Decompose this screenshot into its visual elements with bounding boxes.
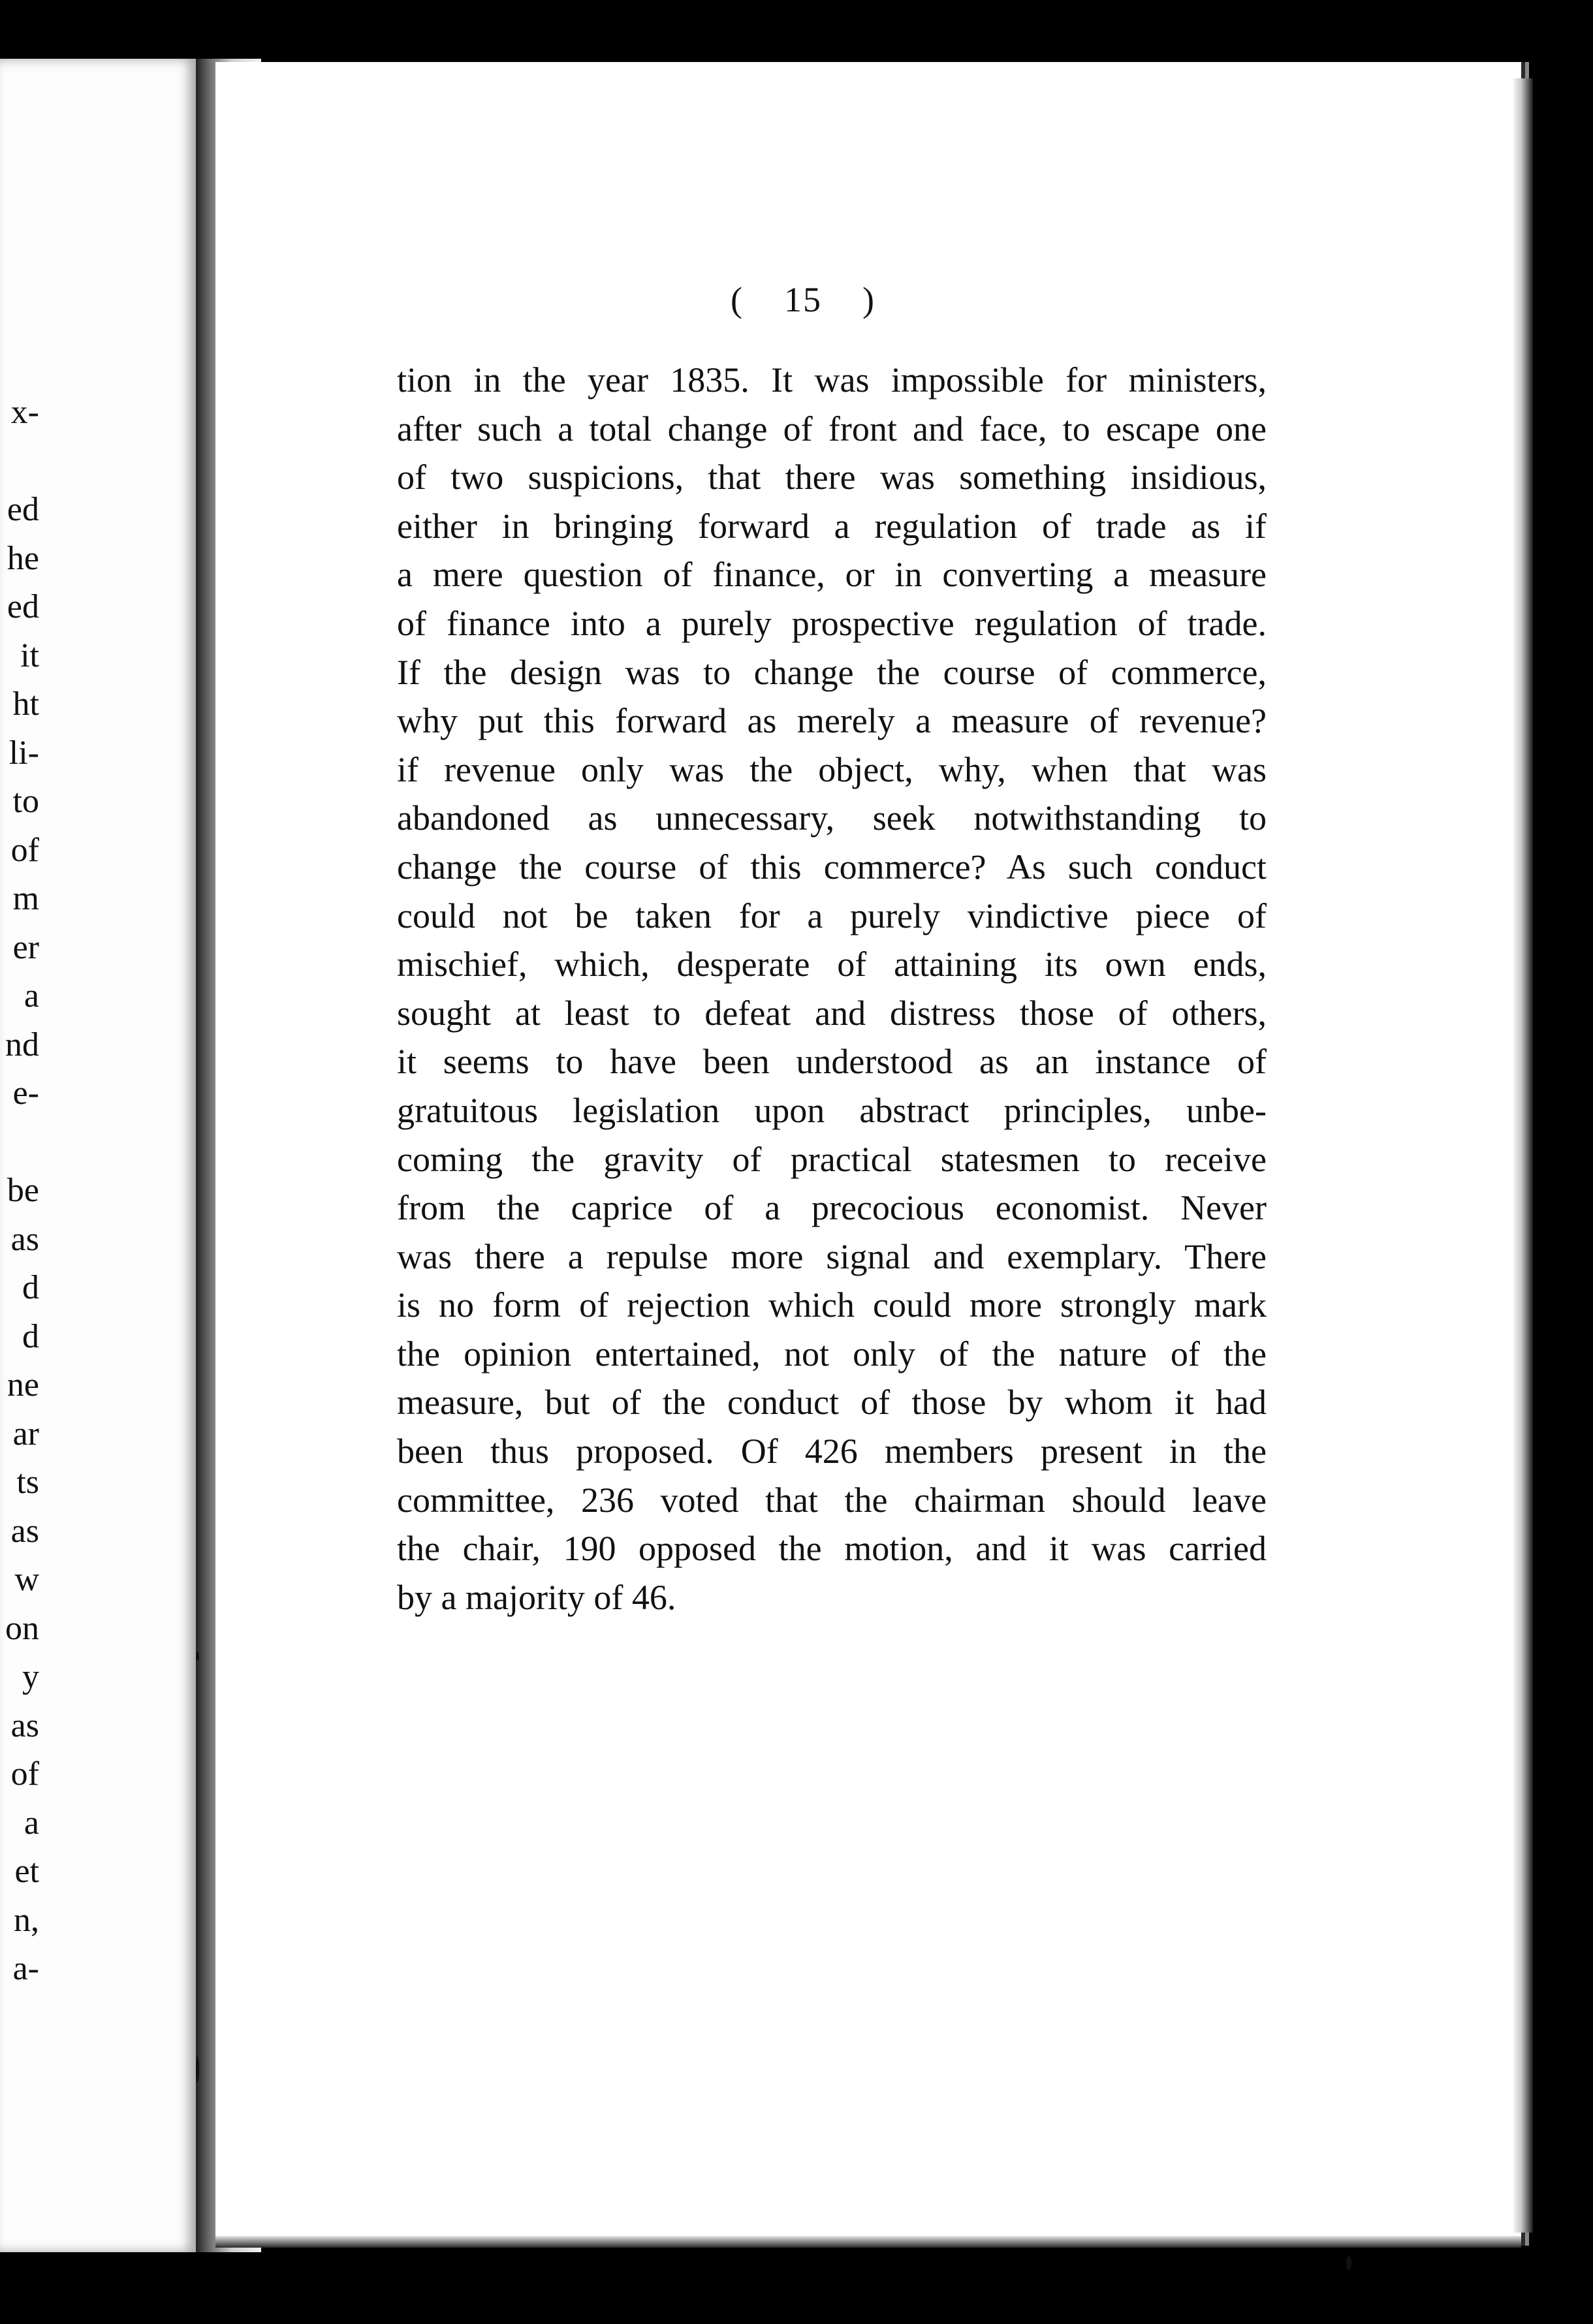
text-line: could not be taken for a purely vindictive piece of [397,896,1267,935]
text-line: why put this forward as merely a measure of revenue? [397,701,1267,741]
scan-speck [1346,2256,1351,2270]
page-number [718,279,888,320]
fragment-line: ed [7,588,39,625]
scan-speck [196,2056,199,2082]
fragment-line: of [10,831,39,869]
text-line: gratuitous legislation upon abstract principles, unbe- [397,1090,1267,1130]
text-line: abandoned as unnecessary, seek notwithstanding to [397,798,1267,838]
fragment-line [0,1118,39,1167]
page-bottom-edge [215,2236,1521,2248]
previous-page-text-fragments [0,388,39,1994]
fragment-line: y [22,1658,39,1695]
text-line: change the course of this commerce? As such conduct [397,847,1267,887]
fragment-line: a- [12,1950,39,1987]
fragment-line: a [24,977,39,1014]
text-line: committee, 236 voted that the chairman should leave [397,1480,1267,1520]
fragment-line: as [10,1706,39,1744]
text-line: the chair, 190 opposed the motion, and it was carried [397,1529,1267,1569]
fragment-line: as [10,1220,39,1258]
fragment-line: ed [7,491,39,528]
page-number-open-paren: ( [731,280,744,319]
fragment-line: et [14,1853,39,1890]
text-line: coming the gravity of practical statesmen to receive [397,1139,1267,1179]
fragment-line: as [10,1512,39,1550]
page-number-value: 15 [784,280,822,319]
previous-page-edge [0,59,196,2252]
text-line: sought at least to defeat and distress those of others, [397,993,1267,1033]
fragment-line: x- [10,394,39,431]
text-line: from the caprice of a precocious economist. Never [397,1188,1267,1228]
text-line: it seems to have been understood as an instance of [397,1042,1267,1082]
fragment-line: e- [12,1075,39,1112]
fragment-line: a [24,1804,39,1842]
text-line: the opinion entertained, not only of the nature of the [397,1334,1267,1374]
fragment-line: d [22,1317,39,1355]
text-line: tion in the year 1835. It was impossible for ministers, [397,360,1267,400]
fragment-line: m [12,880,39,917]
fragment-line: he [7,539,39,577]
fragment-line: be [7,1172,39,1209]
fragment-line: ar [12,1415,39,1452]
text-line: either in bringing forward a regulation of trade as if [397,506,1267,546]
scan-speck [196,1652,199,1661]
text-line: measure, but of the conduct of those by whom it had [397,1383,1267,1422]
fragment-line: ts [16,1464,39,1501]
fragment-line: li- [8,734,39,772]
text-line: after such a total change of front and face, to escape one [397,409,1267,448]
fragment-line: d [22,1269,39,1306]
fragment-line: of [10,1755,39,1793]
fragment-line: er [12,928,39,966]
text-line: If the design was to change the course of commerce, [397,652,1267,692]
text-line: been thus proposed. Of 426 members present in the [397,1432,1267,1471]
text-line: of two suspicions, that there was something insidious, [397,458,1267,497]
text-line: mischief, which, desperate of attaining its own ends, [397,945,1267,984]
fragment-line: it [20,636,39,674]
text-line: is no form of rejection which could more strongly mark [397,1285,1267,1325]
fragment-line: ne [7,1366,39,1404]
page-right-edge [1513,78,1533,2233]
fragment-line [0,437,39,486]
body-text [397,356,1267,1622]
fragment-line: ht [12,685,39,723]
page-number-close-paren: ) [862,280,875,319]
fragment-line: w [14,1561,39,1598]
fragment-line: to [12,783,39,820]
text-line: by a majority of 46. [397,1577,676,1617]
fragment-line: n, [14,1901,39,1939]
fragment-line: nd [5,1026,39,1063]
text-line: of finance into a purely prospective regulation of trade. [397,603,1267,643]
fragment-line: on [5,1609,39,1647]
text-line: was there a repulse more signal and exemplary. There [397,1236,1267,1276]
text-line: a mere question of finance, or in converting a measure [397,555,1267,595]
text-line: if revenue only was the object, why, when that was [397,749,1267,789]
